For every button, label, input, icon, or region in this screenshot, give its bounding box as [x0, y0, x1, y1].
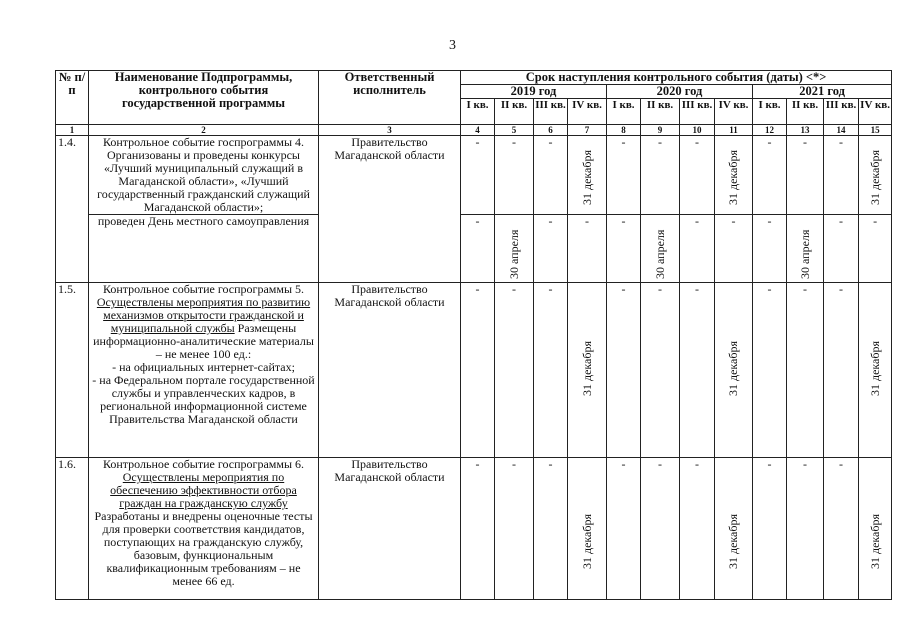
deadline-cell: -: [461, 283, 495, 458]
deadline-cell: -: [534, 283, 568, 458]
deadline-cell: -: [607, 458, 641, 600]
header-year-2020: 2020 год: [607, 85, 753, 99]
col-number: 15: [859, 125, 892, 136]
deadline-cell: -: [824, 215, 859, 283]
header-quarter: III кв.: [680, 99, 715, 125]
deadline-cell: -: [641, 458, 680, 600]
deadline-cell: [568, 136, 607, 215]
event-result: Разработаны и внедрены оценочные тесты для проверки соответствия кандидатов, поступающих на гражданскую службу, базовым, функциональным квалификационным требованиям – не менее 66 ед.: [94, 509, 313, 588]
deadline-date: 31 декабря: [867, 340, 882, 397]
deadline-date: 31 декабря: [579, 150, 594, 206]
responsible-executor: Правительство Магаданской области: [319, 458, 461, 600]
deadline-cell: -: [680, 458, 715, 600]
deadline-cell: [495, 215, 534, 283]
deadline-cell: -: [534, 458, 568, 600]
deadline-cell: -: [607, 283, 641, 458]
header-responsible: Ответственный исполнитель: [319, 71, 461, 125]
page-number: 3: [449, 38, 456, 53]
deadline-date: 31 декабря: [579, 340, 594, 397]
deadline-cell: [568, 458, 607, 600]
deadline-cell: -: [568, 215, 607, 283]
responsible-executor: Правительство Магаданской области: [319, 283, 461, 458]
header-year-2021: 2021 год: [753, 85, 892, 99]
deadline-cell: [859, 283, 892, 458]
deadline-cell: -: [787, 136, 824, 215]
event-name: [89, 458, 319, 600]
col-number: 9: [641, 125, 680, 136]
col-number: 6: [534, 125, 568, 136]
deadline-cell: -: [680, 215, 715, 283]
deadline-date: 31 декабря: [726, 150, 740, 206]
deadline-cell: -: [753, 458, 787, 600]
deadline-cell: -: [641, 283, 680, 458]
header-quarter: I кв.: [607, 99, 641, 125]
header-quarter: IV кв.: [568, 99, 607, 125]
deadline-cell: -: [753, 215, 787, 283]
event-measure: Осуществлены мероприятия по обеспечению эффективности отбора граждан на гражданскую службу: [110, 470, 297, 510]
header-quarter: III кв.: [534, 99, 568, 125]
event-bullet: - на Федеральном портале государственной службы и управленческих кадров, в региональной информационной системе Правительства Магаданской области: [92, 373, 315, 426]
col-number: 11: [715, 125, 753, 136]
deadline-cell: -: [641, 136, 680, 215]
deadline-cell: -: [753, 136, 787, 215]
deadline-cell: [715, 136, 753, 215]
header-quarter: II кв.: [787, 99, 824, 125]
col-number: 4: [461, 125, 495, 136]
deadline-date: 30 апреля: [652, 229, 667, 279]
deadline-cell: [859, 136, 892, 215]
deadline-cell: [568, 283, 607, 458]
header-num: № п/п: [56, 71, 89, 125]
deadline-cell: -: [461, 215, 495, 283]
col-number: 2: [89, 125, 319, 136]
deadline-cell: -: [495, 136, 534, 215]
table-row: [56, 136, 892, 215]
header-quarter: I кв.: [753, 99, 787, 125]
col-number: 3: [319, 125, 461, 136]
row-number: 1.6.: [56, 458, 89, 600]
deadline-date: 31 декабря: [579, 514, 594, 570]
header-quarter: III кв.: [824, 99, 859, 125]
deadline-cell: [859, 458, 892, 600]
event-name: Контрольное событие госпрограммы 4. Организованы и проведены конкурсы «Лучший муниципальный служащий в Магаданской области», «Лучший государственный гражданский служащий Магаданской области»;: [89, 136, 319, 215]
deadline-date: 31 декабря: [726, 514, 740, 570]
header-year-2019: 2019 год: [461, 85, 607, 99]
deadline-cell: -: [824, 136, 859, 215]
header-quarter: II кв.: [641, 99, 680, 125]
deadline-cell: -: [495, 283, 534, 458]
event-title: Контрольное событие госпрограммы 6.: [102, 457, 305, 471]
deadline-cell: -: [607, 136, 641, 215]
row-number: 1.4.: [56, 136, 89, 283]
deadline-cell: -: [607, 215, 641, 283]
deadline-cell: -: [824, 283, 859, 458]
deadline-date: 30 апреля: [506, 229, 521, 279]
col-number: 5: [495, 125, 534, 136]
event-name: [89, 283, 319, 458]
deadline-cell: -: [859, 215, 892, 283]
row-number: 1.5.: [56, 283, 89, 458]
deadline-cell: -: [824, 458, 859, 600]
header-deadline: Срок наступления контрольного события (даты) <*>: [461, 71, 892, 85]
col-number: 14: [824, 125, 859, 136]
deadline-cell: -: [461, 458, 495, 600]
deadline-cell: -: [461, 136, 495, 215]
deadline-date: 30 апреля: [797, 229, 812, 279]
header-quarter: IV кв.: [859, 99, 892, 125]
table-row: [56, 458, 892, 600]
header-name: Наименование Подпрограммы, контрольного события государственной программы: [89, 71, 319, 125]
deadline-cell: -: [680, 283, 715, 458]
col-number: 1: [56, 125, 89, 136]
col-number: 8: [607, 125, 641, 136]
deadline-cell: -: [534, 215, 568, 283]
deadline-cell: -: [495, 458, 534, 600]
deadline-cell: [715, 458, 753, 600]
col-number: 12: [753, 125, 787, 136]
deadline-date: 31 декабря: [867, 514, 882, 570]
header-quarter: II кв.: [495, 99, 534, 125]
deadline-cell: [641, 215, 680, 283]
event-result: Размещены информационно-аналитические материалы – не менее 100 ед.:: [93, 321, 314, 361]
col-number: 13: [787, 125, 824, 136]
deadline-cell: -: [680, 136, 715, 215]
header-quarter: I кв.: [461, 99, 495, 125]
col-number: 10: [680, 125, 715, 136]
event-bullet: - на официальных интернет-сайтах;: [112, 360, 295, 374]
control-events-table: [55, 70, 892, 600]
deadline-cell: -: [787, 283, 824, 458]
table-row: [56, 215, 892, 283]
col-number: 7: [568, 125, 607, 136]
deadline-cell: -: [787, 458, 824, 600]
deadline-date: 31 декабря: [726, 340, 740, 397]
table-row: [56, 283, 892, 458]
deadline-date: 31 декабря: [867, 150, 882, 206]
header-quarter: IV кв.: [715, 99, 753, 125]
event-title: Контрольное событие госпрограммы 5.: [102, 282, 305, 296]
deadline-cell: -: [715, 215, 753, 283]
responsible-executor: Правительство Магаданской области: [319, 136, 461, 283]
deadline-cell: -: [534, 136, 568, 215]
deadline-cell: -: [753, 283, 787, 458]
event-name: проведен День местного самоуправления: [89, 215, 319, 283]
deadline-cell: [787, 215, 824, 283]
deadline-cell: [715, 283, 753, 458]
event-measure: Осуществлены мероприятия по развитию механизмов открытости гражданской и муниципальной службы: [96, 295, 311, 335]
